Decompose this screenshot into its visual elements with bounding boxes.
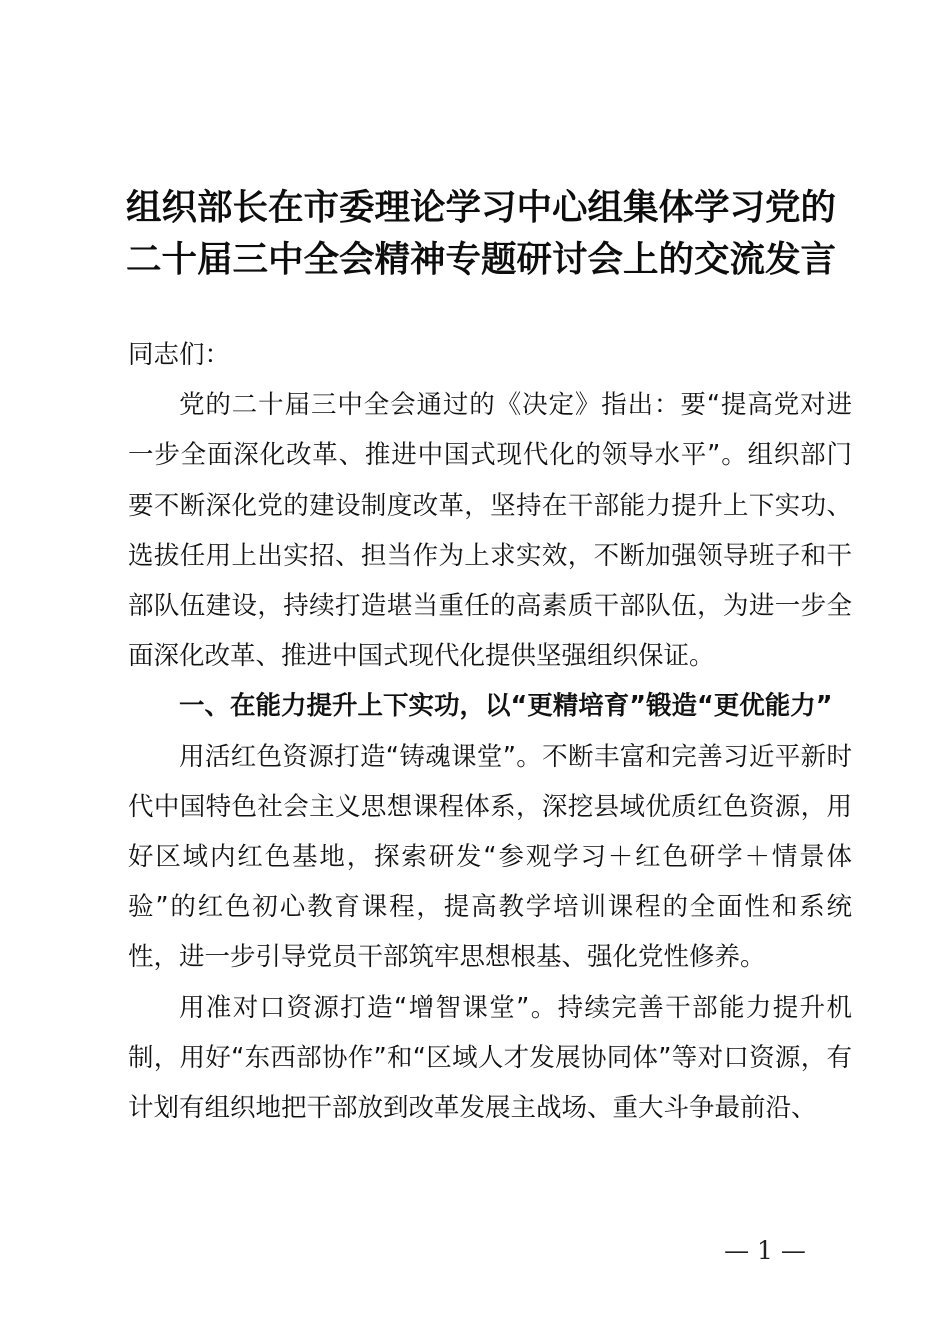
paragraph-counterpart-resources: 用准对口资源打造“增智课堂”。持续完善干部能力提升机制，用好“东西部协作”和“区域人才发展协同体”等对口资源，有计划有组织地把干部放到改革发展主战场、重大斗争最前沿、 [128,992,852,1124]
intro-paragraph: 党的二十届三中全会通过的《决定》指出：要“提高党对进一步全面深化改革、推进中国式现代化的领导水平”。组织部门要不断深化党的建设制度改革，坚持在干部能力提升上下实功、选拔任用上出实招、担当作为上求实效，不断加强领导班子和干部队伍建设，持续打造堪当重任的高素质干部队伍，为进一步全面深化改革、推进中国式现代化提供坚强组织保证。 [128,390,852,672]
page-number: — 1 — [724,1236,806,1265]
title-line-1: 组织部长在市委理论学习中心组集体学习党的 [126,187,837,228]
title-line-2: 二十届三中全会精神专题研讨会上的交流发言 [126,239,837,280]
salutation: 同志们： [128,340,231,370]
paragraph-red-resources: 用活红色资源打造“铸魂课堂”。不断丰富和完善习近平新时代中国特色社会主义思想课程体系，深挖县域优质红色资源，用好区域内红色基地，探索研发“参观学习＋红色研学＋情景体验”的红色初心教育课程，提高教学培训课程的全面性和系统性，进一步引导党员干部筑牢思想根基、强化党性修养。 [128,741,852,973]
section-heading-1: 一、在能力提升上下实功，以“更精培育”锻造“更优能力” [179,691,833,722]
document-title [126,182,846,286]
document-body [128,330,852,1133]
